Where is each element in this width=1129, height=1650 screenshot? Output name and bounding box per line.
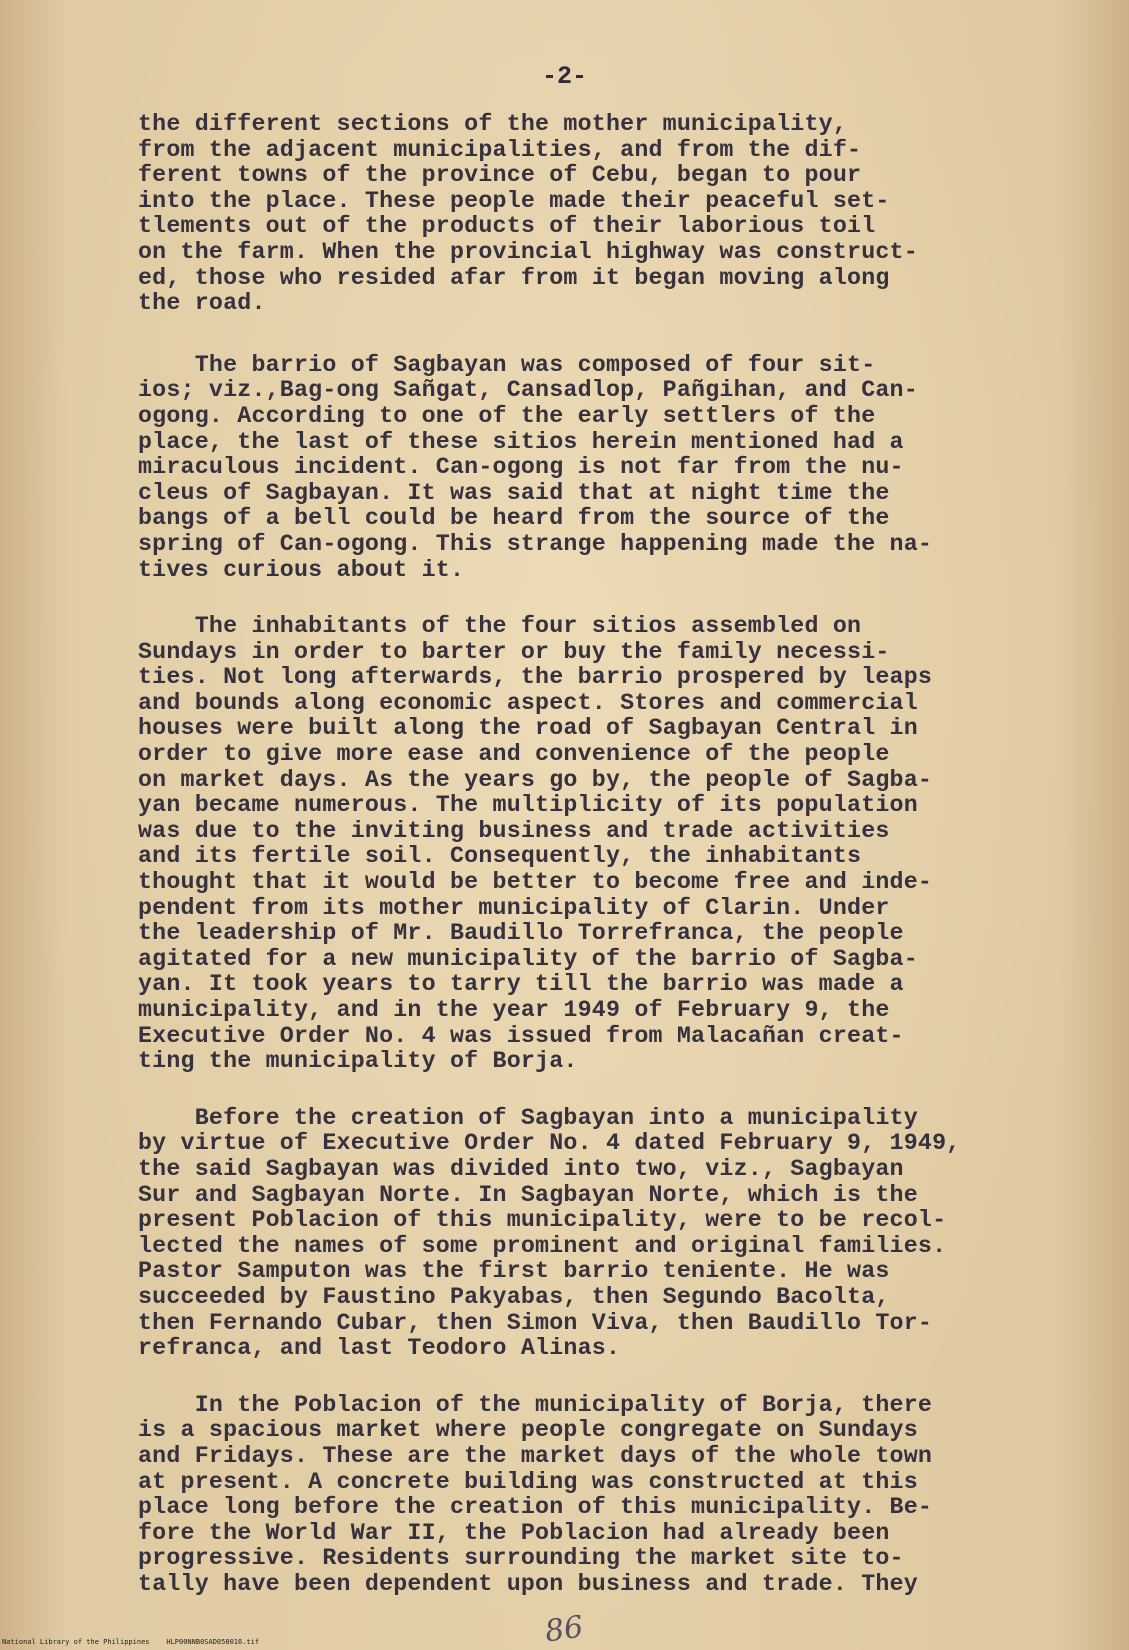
text-line: progressive. Residents surrounding the market site to- — [138, 1545, 904, 1572]
text-line: Sundays in order to barter or buy the family necessi- — [138, 638, 890, 665]
text-line: The barrio of Sagbayan was composed of four sit- — [138, 351, 876, 378]
text-line: the leadership of Mr. Baudillo Torrefranca, the people — [138, 920, 904, 947]
text-line: municipality, and in the year 1949 of February 9, the — [138, 997, 890, 1023]
text-line: ties. Not long afterwards, the barrio prospered by leaps — [138, 664, 933, 691]
text-line: refranca, and last Teodoro Alinas. — [138, 1335, 621, 1362]
text-line: pendent from its mother municipality of Clarin. Under — [138, 894, 890, 921]
text-line: miraculous incident. Can-ogong is not far from the nu- — [138, 454, 904, 481]
text-line: and bounds along economic aspect. Stores and commercial — [138, 689, 918, 716]
page-number: -2- — [541, 62, 587, 91]
text-line: and Fridays. These are the market days of the whole town — [138, 1442, 933, 1469]
text-line: on the farm. When the provincial highway was construct- — [138, 238, 918, 265]
text-line: place, the last of these sitios herein mentioned had a — [138, 428, 904, 455]
text-line: succeeded by Faustino Pakyabas, then Segundo Bacolta, — [138, 1283, 890, 1310]
text-line: yan became numerous. The multiplicity of its population — [138, 792, 918, 819]
text-line: ferent towns of the province of Cebu, began to pour — [138, 162, 862, 189]
text-line: tlements out of the products of their laborious toil — [138, 213, 876, 240]
text-line: Before the creation of Sagbayan into a municipality — [138, 1104, 918, 1131]
text-line: tives curious about it. — [138, 556, 465, 583]
text-line: The inhabitants of the four sitios assembled on — [138, 613, 862, 640]
text-line: into the place. These people made their peaceful set- — [138, 187, 890, 214]
text-line: yan. It took years to tarry till the barrio was made a — [138, 971, 904, 998]
text-line: tally have been dependent upon business and trade. They — [138, 1570, 918, 1597]
text-line: at present. A concrete building was constructed at this — [138, 1468, 918, 1495]
text-line: ogong. According to one of the early settlers of the — [138, 402, 876, 429]
text-line: In the Poblacion of the municipality of Borja, there — [138, 1391, 933, 1418]
text-line: from the adjacent municipalities, and from the dif- — [138, 136, 862, 163]
handwritten-page-number: 86 — [542, 1609, 586, 1650]
body-text — [138, 112, 1018, 1628]
text-line: the road. — [138, 290, 266, 317]
archive-footer: National Library of the Philippines HLP00NNB0SAD058016.tif — [2, 1638, 260, 1646]
text-line: ting the municipality of Borja. — [138, 1048, 578, 1075]
text-line: thought that it would be better to become free and inde- — [138, 869, 933, 896]
text-line: spring of Can-ogong. This strange happening made the na- — [138, 530, 933, 557]
text-line: the different sections of the mother municipality, — [138, 111, 848, 137]
paragraph-5 — [138, 1393, 1018, 1598]
text-line: is a spacious market where people congregate on Sundays — [138, 1417, 918, 1444]
paragraph-1 — [138, 112, 1018, 317]
text-line: then Fernando Cubar, then Simon Viva, then Baudillo Tor- — [138, 1309, 933, 1336]
text-line: ios; viz.,Bag-ong Sañgat, Cansadlop, Pañgihan, and Can- — [138, 377, 918, 404]
text-line: Pastor Samputon was the first barrio teniente. He was — [138, 1258, 890, 1285]
text-line: houses were built along the road of Sagbayan Central in — [138, 715, 918, 742]
text-line: by virtue of Executive Order No. 4 dated February 9, 1949, — [138, 1130, 961, 1157]
text-line: present Poblacion of this municipality, were to be recol- — [138, 1207, 947, 1234]
text-line: place long before the creation of this municipality. Be- — [138, 1494, 933, 1521]
text-line: bangs of a bell could be heard from the source of the — [138, 505, 890, 532]
text-line: Executive Order No. 4 was issued from Malacañan creat- — [138, 1022, 904, 1049]
text-line: and its fertile soil. Consequently, the inhabitants — [138, 843, 862, 870]
paragraph-2 — [138, 353, 1018, 583]
text-line: lected the names of some prominent and original families. — [138, 1232, 947, 1259]
text-line: ed, those who resided afar from it began moving along — [138, 264, 890, 291]
text-line: order to give more ease and convenience of the people — [138, 741, 890, 768]
text-line: agitated for a new municipality of the barrio of Sagba- — [138, 945, 918, 972]
paragraph-3 — [138, 614, 1018, 1075]
text-line: cleus of Sagbayan. It was said that at night time the — [138, 479, 890, 506]
text-line: fore the World War II, the Poblacion had already been — [138, 1519, 890, 1546]
text-line: Sur and Sagbayan Norte. In Sagbayan Norte, which is the — [138, 1181, 918, 1208]
text-line: was due to the inviting business and trade activities — [138, 817, 890, 844]
text-line: on market days. As the years go by, the people of Sagba- — [138, 766, 933, 793]
paragraph-4 — [138, 1106, 1018, 1362]
text-line: the said Sagbayan was divided into two, viz., Sagbayan — [138, 1155, 904, 1182]
